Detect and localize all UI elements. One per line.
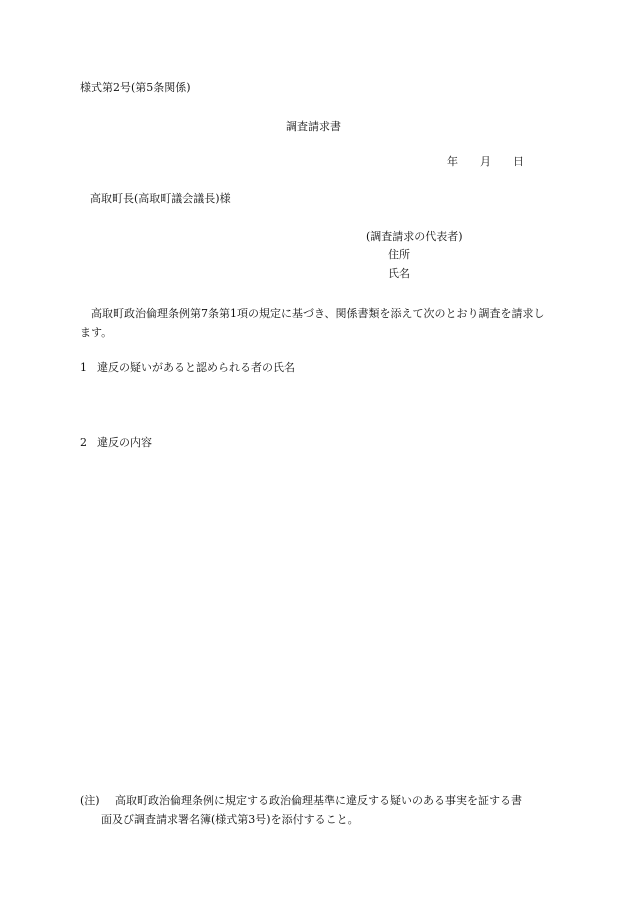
date-year-label: 年 — [447, 155, 458, 168]
document-title: 調査請求書 — [286, 120, 341, 133]
form-number: 様式第2号(第5条関係) — [80, 81, 191, 94]
representative-name-label: 氏名 — [388, 267, 410, 280]
item-text: 違反の疑いがあると認められる者の氏名 — [97, 361, 295, 374]
item-number: 1 — [80, 361, 87, 374]
footnote-label: (注) — [80, 794, 100, 807]
date-line — [447, 156, 524, 167]
item-text: 違反の内容 — [97, 436, 152, 449]
footnote-line-2: 面及び調査請求署名簿(様式第3号)を添付すること。 — [101, 813, 359, 826]
footnote — [80, 791, 550, 829]
item-violation-content — [80, 437, 152, 448]
addressee: 高取町長(高取町議会議長)様 — [90, 192, 231, 205]
footnote-line-1: 高取町政治倫理条例に規定する政治倫理基準に違反する疑いのある事実を証する書 — [115, 794, 522, 807]
representative-label: (調査請求の代表者) — [366, 230, 463, 243]
representative-address-label: 住所 — [388, 248, 410, 261]
item-number: 2 — [80, 436, 87, 449]
footnote-text — [101, 791, 550, 829]
item-violator-name — [80, 362, 295, 373]
date-day-label: 日 — [513, 155, 524, 168]
request-body-text: 高取町政治倫理条例第7条第1項の規定に基づき、関係書類を添えて次のとおり調査を請求します。 — [80, 307, 545, 339]
date-month-label: 月 — [480, 155, 491, 168]
